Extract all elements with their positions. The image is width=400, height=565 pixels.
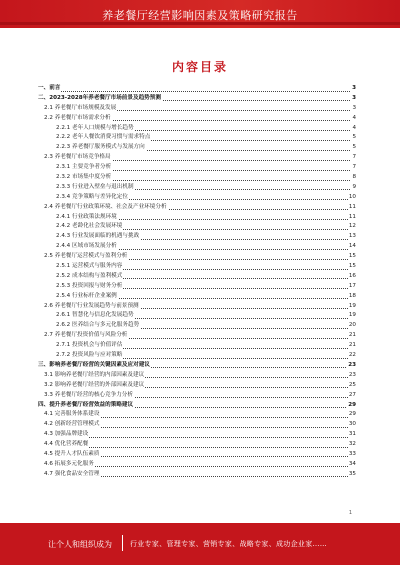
toc-entry-page: 18 [348,292,356,302]
toc-entry-page: 17 [348,282,356,292]
toc-entry-page: 14 [348,242,356,252]
toc-entry[interactable] [38,341,356,351]
toc-entry-page: 31 [348,430,356,440]
toc-entry-page: 25 [348,381,356,391]
toc-entry[interactable] [38,401,356,411]
toc-entry-title: 2.3.1 主要竞争者分析 [56,163,112,173]
toc-entry[interactable] [38,163,356,173]
toc-entry-title: 一、前言 [38,84,61,94]
toc-entry-page: 15 [348,252,356,262]
toc-entry-page: 33 [348,450,356,460]
toc-entry-title: 2.2.2 老年人餐饮消费习惯与需求特点 [56,133,151,143]
toc-entry-page: 23 [348,371,356,381]
toc-entry-page: 22 [348,351,356,361]
toc-entry[interactable] [38,381,356,391]
toc-entry[interactable] [38,361,356,371]
toc-entry[interactable] [38,173,356,183]
toc-entry[interactable] [38,282,356,292]
toc-entry-page: 12 [348,222,356,232]
toc-entry[interactable] [38,470,356,480]
toc-entry-title: 4.4 优化营养配餐 [44,440,89,450]
toc-entry-title: 4.6 拓展多元化服务 [44,460,95,470]
toc-entry-title: 2.5.1 运营模式与服务内容 [56,262,123,272]
toc-entry-title: 4.3 加强品牌建设 [44,430,89,440]
toc-entry[interactable] [38,213,356,223]
toc-entry[interactable] [38,430,356,440]
toc-entry[interactable] [38,302,356,312]
toc-entry[interactable] [38,371,356,381]
toc-entry-title: 2.4.1 行业政策法规环境 [56,213,118,223]
toc-leader-dots [44,430,350,438]
toc-entry-page: 35 [348,470,356,480]
toc-entry-title: 2.4.3 行业发展面临的机遇与挑战 [56,232,140,242]
toc-entry-page: 13 [348,232,356,242]
toc-entry[interactable] [38,420,356,430]
toc-entry[interactable] [38,114,356,124]
footer-roles: 行业专家、管理专家、营销专家、战略专家、成功企业家…… [130,540,328,548]
page-number: 1 [348,510,352,516]
toc-entry-title: 2.3.3 行业进入壁垒与退出机制 [56,183,135,193]
toc-entry-title: 2.4.2 老龄化社会发展环境 [56,222,123,232]
toc-entry-title: 4.1 完善服务体系建设 [44,410,100,420]
toc-entry-title: 3.3 养老餐厅经营的核心竞争力分析 [44,391,134,401]
footer-slogan: 让个人和组织成为 [48,540,112,549]
toc-entry-page: 7 [351,153,356,163]
toc-entry-title: 2.5.4 行业标杆企业案例 [56,292,118,302]
toc-entry[interactable] [38,84,356,94]
toc-entry-title: 2.5.3 投资回报与财务分析 [56,282,123,292]
toc-entry[interactable] [38,133,356,143]
toc-leader-dots [44,440,350,448]
toc-heading: 内容目录 [171,60,228,74]
table-of-contents [38,84,356,480]
toc-entry-title: 2.7.2 投资风险与应对策略 [56,351,123,361]
toc-entry-page: 15 [348,262,356,272]
toc-entry-page: 5 [351,133,356,143]
toc-entry[interactable] [38,104,356,114]
toc-entry-title: 2.3.2 市场集中度分析 [56,173,112,183]
toc-entry-title: 2.5.2 成本结构与盈利模式 [56,272,123,282]
toc-entry-title: 2.6.1 智慧化与信息化发展趋势 [56,311,135,321]
toc-entry-page: 20 [348,321,356,331]
toc-entry-page: 16 [348,272,356,282]
toc-entry[interactable] [38,292,356,302]
toc-entry-page: 3 [351,104,356,114]
toc-entry[interactable] [38,124,356,134]
toc-entry-title: 2.3.4 竞争策略与差异化定位 [56,193,129,203]
toc-entry[interactable] [38,331,356,341]
toc-entry-page: 9 [351,183,356,193]
toc-entry[interactable] [38,94,356,104]
toc-entry-page: 27 [348,391,356,401]
toc-entry-title: 2.1 养老餐厅市场规模及发展 [44,104,117,114]
toc-entry[interactable] [38,262,356,272]
toc-entry-page: 19 [348,302,356,312]
toc-entry-page: 4 [351,124,356,134]
toc-entry-page: 10 [348,193,356,203]
toc-entry-title: 2.7.1 投资机会与价值评估 [56,341,123,351]
toc-entry-page: 29 [348,410,356,420]
toc-entry-page: 30 [348,420,356,430]
banner-accent-stripe [0,22,400,25]
toc-entry-title: 2.2.1 老年人口规模与增长趋势 [56,124,135,134]
toc-entry-title: 2.4.4 区域市场发展分析 [56,242,118,252]
toc-entry-title: 2.2.3 养老餐厅服务模式与发展方向 [56,143,146,153]
toc-entry-title: 4.2 创新经营管理模式 [44,420,100,430]
toc-entry-page: 19 [348,311,356,321]
toc-entry-title: 2.7 养老餐厅投资价值与风险分析 [44,331,128,341]
toc-entry-title: 四、提升养老餐厅经营效益的策略建议 [38,401,134,411]
toc-entry[interactable] [38,143,356,153]
toc-entry-title: 二、2023-2028年养老餐厅市场前景及趋势预测 [38,94,162,104]
toc-entry-page: 7 [351,163,356,173]
toc-entry[interactable] [38,232,356,242]
toc-entry[interactable] [38,311,356,321]
toc-entry[interactable] [38,440,356,450]
toc-entry[interactable] [38,391,356,401]
toc-entry-title: 3.2 影响养老餐厅经营的外部因素及建议 [44,381,145,391]
toc-entry-page: 11 [348,213,356,223]
toc-entry-page: 29 [347,401,356,411]
toc-entry[interactable] [38,410,356,420]
toc-entry[interactable] [38,203,356,213]
toc-entry-title: 2.4 养老餐厅行业政策环境、社会及产业环境分析 [44,203,168,213]
toc-entry-title: 2.6 养老餐厅行业发展趋势与前景预测 [44,302,140,312]
toc-entry-page: 21 [348,331,356,341]
toc-entry[interactable] [38,450,356,460]
toc-entry-page: 5 [351,143,356,153]
bottom-banner [0,523,400,565]
toc-entry-page: 3 [351,84,356,94]
top-banner [0,0,400,28]
footer-divider [122,535,123,551]
toc-entry-title: 3.1 影响养老餐厅经营的内部因素及建议 [44,371,145,381]
toc-entry-page: 21 [348,341,356,351]
toc-entry[interactable] [38,222,356,232]
toc-entry[interactable] [38,193,356,203]
toc-entry-page: 3 [351,94,356,104]
toc-entry-title: 三、影响养老餐厅经营的关键因素及应对建议 [38,361,151,371]
toc-entry-title: 4.5 提升人才队伍素质 [44,450,100,460]
toc-entry-title: 2.2 养老餐厅市场需求分析 [44,114,112,124]
toc-entry[interactable] [38,183,356,193]
toc-leader-dots [38,84,350,92]
toc-entry-page: 11 [348,203,356,213]
toc-entry[interactable] [38,242,356,252]
toc-entry-title: 2.5 养老餐厅运营模式与盈利分析 [44,252,128,262]
toc-entry-page: 32 [348,440,356,450]
toc-entry[interactable] [38,252,356,262]
toc-entry[interactable] [38,351,356,361]
toc-entry-title: 4.7 强化食品安全管理 [44,470,100,480]
toc-entry[interactable] [38,321,356,331]
toc-entry-page: 8 [351,173,356,183]
report-title: 养老餐厅经营影响因素及策略研究报告 [102,9,298,22]
toc-entry[interactable] [38,272,356,282]
toc-entry-title: 2.6.2 医养结合与多元化服务趋势 [56,321,140,331]
toc-entry-title: 2.3 养老餐厅市场竞争格局 [44,153,112,163]
toc-entry-page: 34 [348,460,356,470]
toc-entry-page: 4 [351,114,356,124]
toc-entry[interactable] [38,153,356,163]
toc-entry[interactable] [38,460,356,470]
toc-entry-page: 23 [347,361,356,371]
